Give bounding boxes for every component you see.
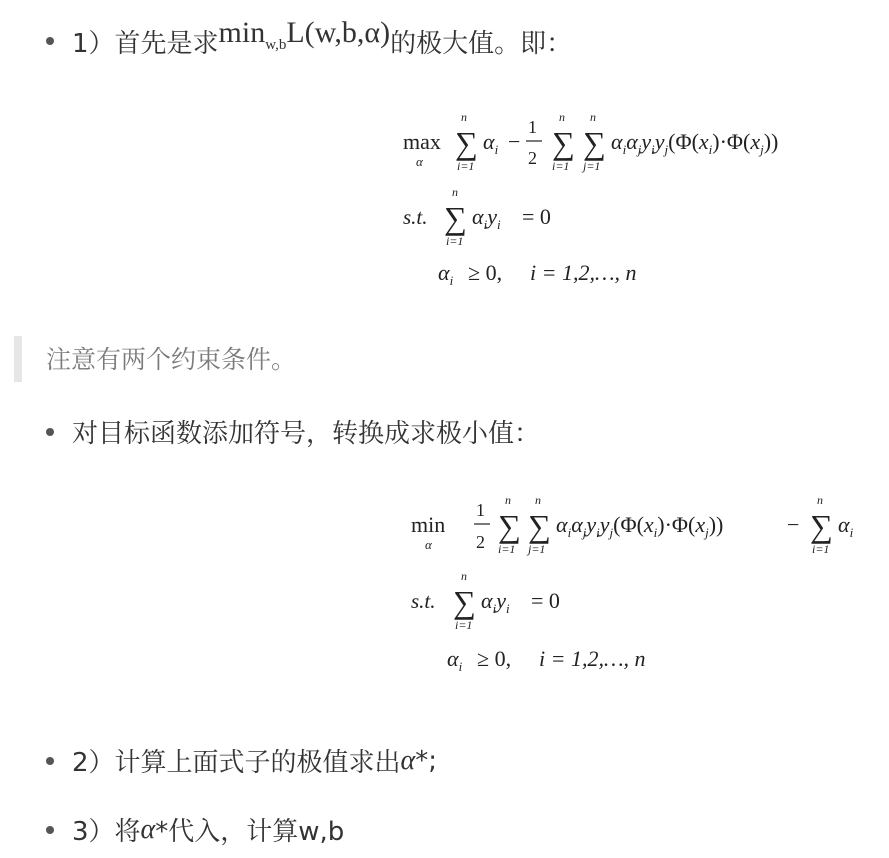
- bullet-4-suffix: *代入，计算w,b: [155, 817, 345, 847]
- bullet-3-suffix: *;: [415, 745, 438, 776]
- sum-symbol: ∑: [498, 508, 521, 544]
- min-operator: min: [411, 512, 446, 537]
- alpha-term: $\alpha_i$: [838, 512, 854, 540]
- kernel-term: $\alpha_i\alpha_jy_iy_j(\Phi(x_i)\cdot\Phi(x_j))$: [611, 129, 779, 157]
- st-label: s.t.: [411, 589, 436, 613]
- alpha-nonneg: $\alpha_i$: [438, 260, 454, 288]
- alpha-term: $\alpha_i$: [483, 129, 499, 157]
- sum-top: n: [505, 493, 511, 507]
- max-subscript: α: [416, 154, 423, 169]
- sum-bottom: j=1: [583, 159, 601, 173]
- bullet-dot: [46, 757, 54, 765]
- sum-bottom: j=1: [528, 542, 546, 556]
- list-item-4: [46, 811, 344, 848]
- sum-top: n: [461, 110, 467, 124]
- half-denominator: 2: [476, 532, 485, 552]
- sum-symbol: ∑: [552, 125, 575, 161]
- sum-bottom: i=1: [455, 618, 473, 632]
- sum-symbol: ∑: [444, 200, 467, 236]
- bullet-4-prefix: 3）将: [72, 817, 141, 847]
- index-range: i = 1,2,…, n: [530, 260, 637, 285]
- constraint-term: $\alpha_iy_i$: [472, 204, 501, 232]
- bullet-3-prefix: 2）计算上面式子的极值求出: [72, 748, 401, 778]
- bullet-2-text: 对目标函数添加符号，转换成求极小值：: [72, 419, 541, 449]
- half-numerator: 1: [528, 117, 537, 137]
- index-range: i = 1,2,…, n: [539, 646, 646, 671]
- inline-formula: $\min_{w,b}L(w,b,\alpha)$: [218, 16, 391, 53]
- sum-symbol: ∑: [583, 125, 606, 161]
- sum-top: n: [817, 493, 823, 507]
- sum-bottom: i=1: [552, 159, 570, 173]
- nonneg-rest: ≥ 0,: [477, 646, 512, 671]
- max-operator: max: [403, 129, 441, 154]
- alpha-nonneg: $\alpha_i$: [447, 646, 463, 674]
- alpha-symbol: α: [400, 744, 416, 776]
- constraint-term: $\alpha_iy_i$: [481, 588, 510, 616]
- kernel-term: $\alpha_i\alpha_jy_iy_j(\Phi(x_i)\cdot\Phi(x_j))$: [556, 512, 724, 540]
- min-subscript: α: [425, 537, 432, 552]
- sum-top: n: [590, 110, 596, 124]
- blockquote-note: 注意有两个约束条件。: [46, 345, 297, 374]
- sum-symbol: ∑: [810, 508, 833, 544]
- constraint-rhs: = 0: [531, 588, 560, 613]
- minus-sign: −: [787, 512, 800, 537]
- bullet-dot: [46, 826, 54, 834]
- list-item-3: [46, 742, 437, 779]
- constraint-rhs: = 0: [522, 204, 551, 229]
- bullet-1-prefix: 1）首先是求: [72, 28, 219, 59]
- sum-bottom: i=1: [498, 542, 516, 556]
- sum-symbol: ∑: [455, 125, 478, 161]
- sum-top: n: [559, 110, 565, 124]
- half-denominator: 2: [528, 148, 537, 168]
- sum-top: n: [452, 185, 458, 199]
- sum-symbol: ∑: [528, 508, 551, 544]
- alpha-symbol: α: [140, 813, 156, 845]
- st-label: s.t.: [403, 205, 428, 229]
- sum-bottom: i=1: [446, 234, 464, 248]
- bullet-1-suffix: 的极大值。即：: [390, 28, 573, 59]
- sum-bottom: i=1: [812, 542, 830, 556]
- half-numerator: 1: [476, 500, 485, 520]
- sum-symbol: ∑: [453, 584, 476, 620]
- sum-bottom: i=1: [457, 159, 475, 173]
- sum-top: n: [461, 569, 467, 583]
- sum-top: n: [535, 493, 541, 507]
- nonneg-rest: ≥ 0,: [468, 260, 503, 285]
- minus-sign: −: [508, 129, 521, 154]
